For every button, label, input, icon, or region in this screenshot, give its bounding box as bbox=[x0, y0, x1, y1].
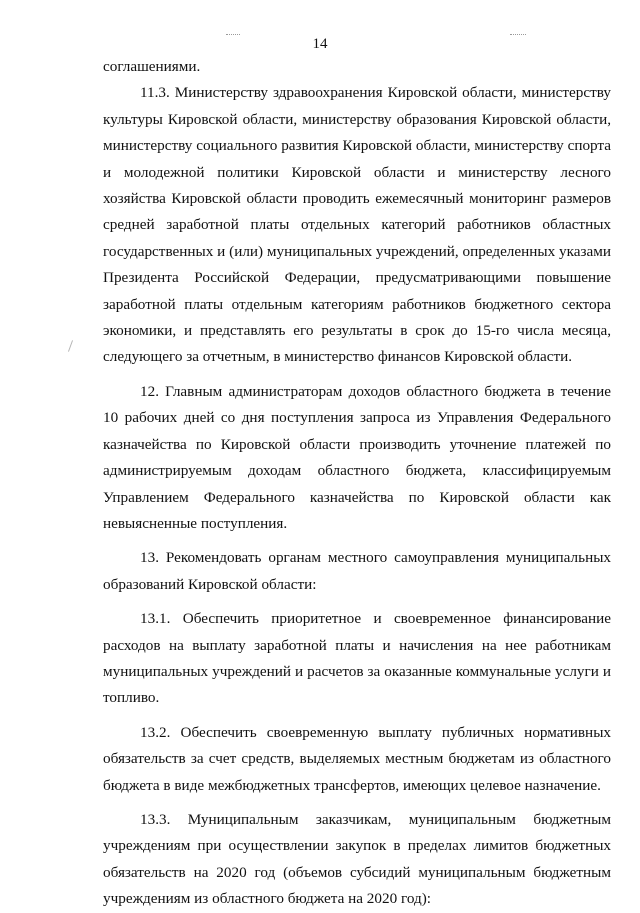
paragraph-13-2: 13.2. Обеспечить своевременную выплату публичных нормативных обязательств за счет средств, выделяемых местным бюджетам из областного бюджета в виде межбюджетных трансфертов, имеющих целевое назначение. bbox=[103, 723, 611, 794]
paragraph-12: 12. Главным администраторам доходов областного бюджета в течение 10 рабочих дней со дня поступления запроса из Управления Федерального казначейства по Кировской области производить уточнение платежей по администрируемым доходам областного бюджета, классифицируемым Управлением Федерального казначейства по Кировской области как невыясненные поступления. bbox=[103, 382, 611, 532]
paragraph-13-3: 13.3. Муниципальным заказчикам, муниципальным бюджетным учреждениям при осуществлении закупок в пределах лимитов бюджетных обязательств на 2020 год (объемов субсидий муниципальным бюджетным учреждениям из областного бюджета на 2020 год): bbox=[103, 810, 611, 908]
paragraph-13: 13. Рекомендовать органам местного самоуправления муниципальных образований Кировской области: bbox=[103, 549, 611, 593]
paragraph-11-3: 11.3. Министерству здравоохранения Кировской области, министерству культуры Кировской области, министерству образования Кировской области, министерству социального развития Кировской области, министерству спорта и молодежной политики Кировской области и министерству лесного хозяйства Кировской области проводить ежемесячный мониторинг размеров средней заработной платы отдельных категорий работников областных государственных и (или) муниципальных учреждений, определенных указами Президента Российской Федерации, предусматривающими повышение заработной платы отдельным категориям работников бюджетного сектора экономики, и представлять его результаты в срок до 15-го числа месяца, следующего за отчетным, в министерство финансов Кировской области. bbox=[103, 84, 611, 366]
document-body bbox=[103, 54, 611, 913]
page-number: 14 bbox=[312, 36, 328, 52]
paragraph-13-1: 13.1. Обеспечить приоритетное и своевременное финансирование расходов на выплату заработной платы и начисления на нее работникам муниципальных учреждений и расчетов за оказанные коммунальные услуги и топливо. bbox=[103, 610, 611, 707]
paragraph-continuation: соглашениями. bbox=[103, 58, 201, 75]
margin-mark bbox=[68, 340, 73, 352]
